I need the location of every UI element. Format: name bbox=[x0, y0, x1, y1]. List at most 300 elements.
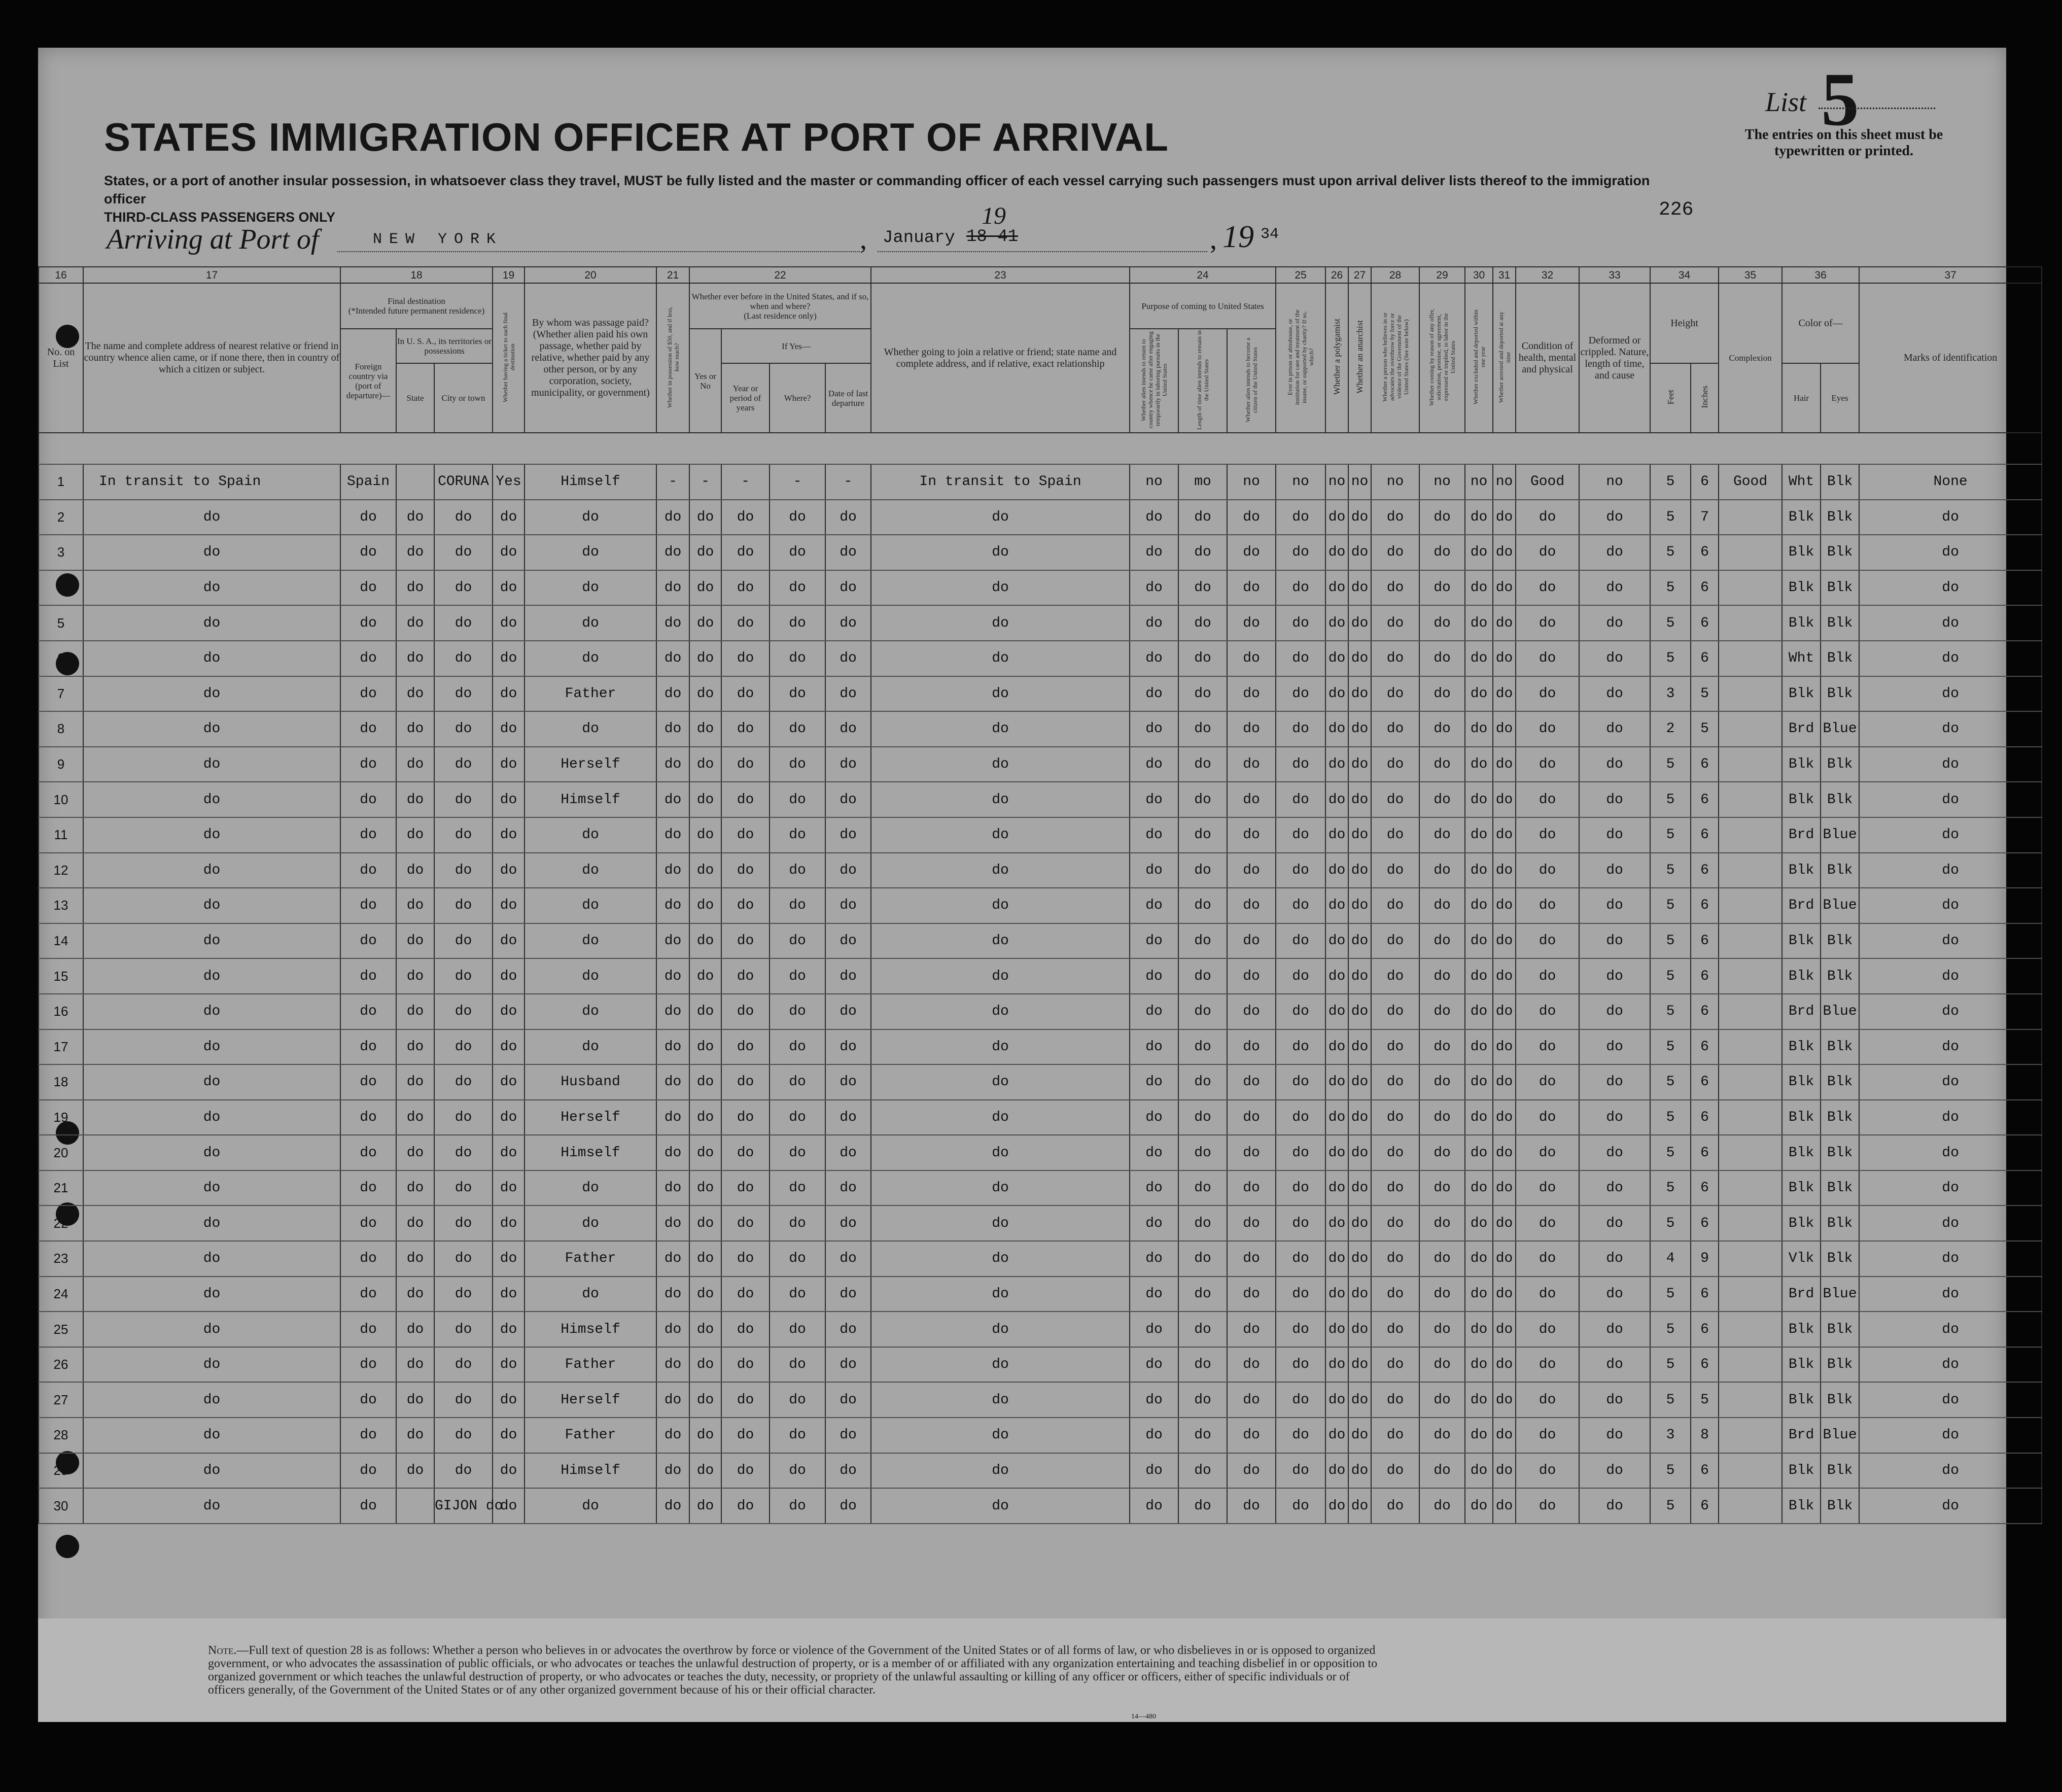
overthrow-cell: do bbox=[1371, 1100, 1419, 1135]
join-relative-cell: do bbox=[871, 853, 1130, 888]
overthrow-cell: do bbox=[1371, 994, 1419, 1029]
arrested-cell: do bbox=[1493, 1241, 1516, 1277]
health-cell: do bbox=[1516, 1312, 1579, 1347]
relative-cell: do bbox=[83, 641, 340, 676]
yes-no-cell: - bbox=[689, 464, 721, 500]
eye-color-cell: Blk bbox=[1821, 1135, 1859, 1170]
where-cell: do bbox=[770, 1347, 825, 1383]
departure-date-cell: do bbox=[825, 1312, 871, 1347]
prison-cell: do bbox=[1276, 817, 1325, 853]
polygamist-cell: do bbox=[1325, 923, 1348, 959]
overthrow-label: Whether a person who believes in or advocates the overthrow by force or violence of the Government of the United States (See note below) bbox=[1381, 313, 1410, 402]
purpose-length-cell: do bbox=[1178, 1135, 1227, 1170]
purpose-length-cell: do bbox=[1178, 641, 1227, 676]
excluded-cell: do bbox=[1465, 817, 1493, 853]
purpose-citizen-cell: do bbox=[1227, 1277, 1276, 1312]
header-final-destination bbox=[340, 283, 493, 329]
polygamist-cell: do bbox=[1325, 958, 1348, 994]
purpose-length-cell: do bbox=[1178, 1205, 1227, 1241]
footnote-text: —Full text of question 28 is as follows: Whether a person who believes in or advocates the overthrow by force or violence of the Government of the United States or of all forms of law, or who disbelieves in or is opposed to organized government, or who advocates the assassination of public officials, or who advocates or teaches the unlawful destruction of property, or is a member of or affiliated with any organization entertaining and teaching disbelief in or opposition to organized government or which teaches the unlawful destruction of property, or who advocates or teaches the duty, necessity, or propriety of the unlawful assaulting or killing of any officer or officers, either of specific individuals or of officers generally, of the Government of the United States or of any other organized government because of his or their official character. bbox=[208, 1644, 1378, 1697]
complexion-cell bbox=[1719, 1170, 1782, 1206]
ticket-cell: do bbox=[493, 1100, 525, 1135]
arrested-cell: do bbox=[1493, 994, 1516, 1029]
health-cell: do bbox=[1516, 1241, 1579, 1277]
arrested-cell: do bbox=[1493, 1312, 1516, 1347]
year-prefix: 19 bbox=[1222, 220, 1254, 254]
departure-date-cell: do bbox=[825, 1347, 871, 1383]
row-number: 24 bbox=[39, 1277, 83, 1312]
health-cell: do bbox=[1516, 1347, 1579, 1383]
relative-cell: do bbox=[83, 605, 340, 641]
anarchist-cell: do bbox=[1348, 1347, 1371, 1383]
foreign-country-cell: do bbox=[340, 1205, 396, 1241]
prison-cell: do bbox=[1276, 1382, 1325, 1418]
hair-color-cell: Blk bbox=[1782, 1488, 1821, 1524]
prison-cell: do bbox=[1276, 1347, 1325, 1383]
health-cell: do bbox=[1516, 923, 1579, 959]
height-feet-cell: 5 bbox=[1650, 923, 1691, 959]
anarchist-cell: do bbox=[1348, 782, 1371, 817]
join-relative-cell: do bbox=[871, 570, 1130, 606]
purpose-citizen-cell: do bbox=[1227, 923, 1276, 959]
purpose-citizen-cell: no bbox=[1227, 464, 1276, 500]
health-cell: do bbox=[1516, 888, 1579, 923]
prison-cell: do bbox=[1276, 1488, 1325, 1524]
join-relative-cell: do bbox=[871, 535, 1130, 570]
relative-cell: do bbox=[83, 817, 340, 853]
money-cell: do bbox=[656, 1100, 689, 1135]
purpose-citizen-cell: do bbox=[1227, 1170, 1276, 1206]
departure-date-cell: do bbox=[825, 641, 871, 676]
height-inches-cell: 6 bbox=[1691, 1135, 1719, 1170]
marks-cell: do bbox=[1859, 1029, 2042, 1065]
complexion-cell bbox=[1719, 1418, 1782, 1453]
marks-cell: do bbox=[1859, 853, 2042, 888]
yes-no-cell: do bbox=[689, 817, 721, 853]
complexion-cell bbox=[1719, 535, 1782, 570]
colnum-31: 31 bbox=[1493, 267, 1516, 283]
where-cell: do bbox=[770, 1277, 825, 1312]
state-cell: do bbox=[396, 1205, 434, 1241]
anarchist-cell: do bbox=[1348, 853, 1371, 888]
height-inches-cell: 9 bbox=[1691, 1241, 1719, 1277]
anarchist-cell: do bbox=[1348, 994, 1371, 1029]
height-feet-cell: 5 bbox=[1650, 1100, 1691, 1135]
arrested-cell: do bbox=[1493, 1488, 1516, 1524]
complexion-cell bbox=[1719, 1135, 1782, 1170]
deformed-cell: do bbox=[1579, 535, 1650, 570]
passage-paid-cell: do bbox=[525, 1205, 656, 1241]
health-cell: do bbox=[1516, 500, 1579, 535]
state-cell: do bbox=[396, 1100, 434, 1135]
page-title: STATES IMMIGRATION OFFICER AT PORT OF ARRIVAL bbox=[104, 115, 1169, 159]
health-cell: do bbox=[1516, 1418, 1579, 1453]
purpose-citizen-cell: do bbox=[1227, 958, 1276, 994]
join-relative-cell: In transit to Spain bbox=[871, 464, 1130, 500]
where-cell: do bbox=[770, 641, 825, 676]
purpose-return-cell: do bbox=[1130, 1453, 1178, 1489]
hair-color-cell: Blk bbox=[1782, 1347, 1821, 1383]
table-row bbox=[39, 1418, 2042, 1453]
join-relative-cell: do bbox=[871, 711, 1130, 747]
complexion-cell bbox=[1719, 747, 1782, 782]
passage-paid-cell: Herself bbox=[525, 1100, 656, 1135]
height-inches-cell: 6 bbox=[1691, 994, 1719, 1029]
join-relative-cell: do bbox=[871, 500, 1130, 535]
polygamist-cell: do bbox=[1325, 1312, 1348, 1347]
overthrow-cell: do bbox=[1371, 923, 1419, 959]
deformed-cell: do bbox=[1579, 1170, 1650, 1206]
overthrow-cell: do bbox=[1371, 1382, 1419, 1418]
height-inches-cell: 5 bbox=[1691, 711, 1719, 747]
foreign-country-cell: do bbox=[340, 1241, 396, 1277]
hair-color-cell: Blk bbox=[1782, 1135, 1821, 1170]
join-relative-cell: do bbox=[871, 923, 1130, 959]
arrested-label: Whether arrested and deported at any time bbox=[1497, 312, 1512, 403]
prison-cell: do bbox=[1276, 782, 1325, 817]
height-feet-cell: 5 bbox=[1650, 1382, 1691, 1418]
list-label: List bbox=[1765, 87, 1807, 117]
header-foreign-country: Foreign country via (port of departure)— bbox=[340, 329, 396, 433]
hair-color-cell: Blk bbox=[1782, 923, 1821, 959]
polygamist-cell: do bbox=[1325, 1453, 1348, 1489]
departure-date-cell: do bbox=[825, 605, 871, 641]
polygamist-cell: do bbox=[1325, 1170, 1348, 1206]
marks-cell: do bbox=[1859, 1170, 2042, 1206]
polygamist-cell: do bbox=[1325, 1205, 1348, 1241]
relative-cell: do bbox=[83, 1135, 340, 1170]
deformed-cell: do bbox=[1579, 923, 1650, 959]
eye-color-cell: Blk bbox=[1821, 747, 1859, 782]
row-number: 27 bbox=[39, 1382, 83, 1418]
yes-no-cell: do bbox=[689, 958, 721, 994]
ticket-cell: do bbox=[493, 1029, 525, 1065]
height-feet-cell: 5 bbox=[1650, 500, 1691, 535]
height-feet-cell: 5 bbox=[1650, 1064, 1691, 1100]
header-where: Where? bbox=[770, 363, 825, 433]
ticket-cell: do bbox=[493, 1205, 525, 1241]
where-cell: do bbox=[770, 500, 825, 535]
height-feet-cell: 5 bbox=[1650, 747, 1691, 782]
deformed-cell: no bbox=[1579, 464, 1650, 500]
passage-paid-cell: Himself bbox=[525, 1453, 656, 1489]
money-cell: do bbox=[656, 1312, 689, 1347]
height-feet-cell: 5 bbox=[1650, 1029, 1691, 1065]
relative-cell: do bbox=[83, 1347, 340, 1383]
where-cell: do bbox=[770, 958, 825, 994]
purpose-length-cell: do bbox=[1178, 817, 1227, 853]
purpose-length-cell: do bbox=[1178, 1347, 1227, 1383]
height-feet-cell: 3 bbox=[1650, 1418, 1691, 1453]
purpose-return-cell: do bbox=[1130, 676, 1178, 712]
money-cell: do bbox=[656, 1170, 689, 1206]
join-relative-cell: do bbox=[871, 605, 1130, 641]
prison-cell: do bbox=[1276, 535, 1325, 570]
city-cell: do bbox=[434, 1064, 493, 1100]
relative-cell: do bbox=[83, 1064, 340, 1100]
colnum-23: 23 bbox=[871, 267, 1130, 283]
money-cell: do bbox=[656, 923, 689, 959]
where-cell: do bbox=[770, 1418, 825, 1453]
height-feet-cell: 4 bbox=[1650, 1241, 1691, 1277]
colnum-27: 27 bbox=[1348, 267, 1371, 283]
money-cell: do bbox=[656, 711, 689, 747]
health-cell: do bbox=[1516, 782, 1579, 817]
ticket-cell: do bbox=[493, 1347, 525, 1383]
money-cell: do bbox=[656, 676, 689, 712]
excluded-label: Whether excluded and deported within one year bbox=[1472, 309, 1486, 405]
anarchist-cell: do bbox=[1348, 641, 1371, 676]
relative-cell: do bbox=[83, 1382, 340, 1418]
deformed-cell: do bbox=[1579, 1453, 1650, 1489]
excluded-cell: do bbox=[1465, 641, 1493, 676]
table-row bbox=[39, 1100, 2042, 1135]
overthrow-cell: do bbox=[1371, 500, 1419, 535]
where-cell: do bbox=[770, 1135, 825, 1170]
arrested-cell: do bbox=[1493, 782, 1516, 817]
years-cell: do bbox=[721, 535, 770, 570]
purpose-citizen-cell: do bbox=[1227, 605, 1276, 641]
passage-paid-cell: do bbox=[525, 641, 656, 676]
height-inches-cell: 6 bbox=[1691, 923, 1719, 959]
state-cell: do bbox=[396, 782, 434, 817]
health-cell: Good bbox=[1516, 464, 1579, 500]
deformed-cell: do bbox=[1579, 1241, 1650, 1277]
city-cell: do bbox=[434, 1277, 493, 1312]
marks-cell: do bbox=[1859, 994, 2042, 1029]
row-number: 5 bbox=[39, 605, 83, 641]
header-ticket bbox=[493, 283, 525, 433]
state-cell: do bbox=[396, 1029, 434, 1065]
passage-paid-cell: do bbox=[525, 711, 656, 747]
eye-color-cell: Blk bbox=[1821, 1382, 1859, 1418]
state-cell: do bbox=[396, 1347, 434, 1383]
years-cell: do bbox=[721, 1347, 770, 1383]
polygamist-cell: do bbox=[1325, 994, 1348, 1029]
years-cell: do bbox=[721, 958, 770, 994]
labor-offer-label: Whether coming by reason of any offer, solicitation, promise, or agreement, expressed or implied, to labor in the United States bbox=[1428, 308, 1457, 406]
labor-offer-cell: do bbox=[1419, 676, 1465, 712]
health-cell: do bbox=[1516, 853, 1579, 888]
purpose-return-cell: do bbox=[1130, 1029, 1178, 1065]
prison-cell: do bbox=[1276, 888, 1325, 923]
arrested-cell: do bbox=[1493, 1418, 1516, 1453]
yes-no-cell: do bbox=[689, 641, 721, 676]
table-row bbox=[39, 853, 2042, 888]
years-cell: do bbox=[721, 853, 770, 888]
labor-offer-cell: do bbox=[1419, 994, 1465, 1029]
table-row bbox=[39, 923, 2042, 959]
eye-color-cell: Blk bbox=[1821, 676, 1859, 712]
purpose-citizen-cell: do bbox=[1227, 1418, 1276, 1453]
marks-cell: do bbox=[1859, 817, 2042, 853]
health-cell: do bbox=[1516, 711, 1579, 747]
years-cell: do bbox=[721, 1170, 770, 1206]
excluded-cell: do bbox=[1465, 1170, 1493, 1206]
city-cell: do bbox=[434, 782, 493, 817]
polygamist-cell: do bbox=[1325, 570, 1348, 606]
purpose-return-cell: do bbox=[1130, 782, 1178, 817]
years-cell: do bbox=[721, 1488, 770, 1524]
row-number: 7 bbox=[39, 676, 83, 712]
purpose-length-cell: mo bbox=[1178, 464, 1227, 500]
overthrow-cell: do bbox=[1371, 1418, 1419, 1453]
where-cell: do bbox=[770, 1312, 825, 1347]
height-feet-cell: 5 bbox=[1650, 994, 1691, 1029]
years-cell: do bbox=[721, 1100, 770, 1135]
hair-color-cell: Brd bbox=[1782, 1277, 1821, 1312]
money-cell: do bbox=[656, 747, 689, 782]
passage-paid-cell: Father bbox=[525, 676, 656, 712]
height-feet-cell: 5 bbox=[1650, 888, 1691, 923]
ticket-cell: do bbox=[493, 958, 525, 994]
anarchist-cell: do bbox=[1348, 1135, 1371, 1170]
excluded-cell: do bbox=[1465, 1418, 1493, 1453]
ever-before-note: (Last residence only) bbox=[744, 311, 817, 321]
city-cell: do bbox=[434, 817, 493, 853]
yes-no-cell: do bbox=[689, 747, 721, 782]
foreign-country-cell: do bbox=[340, 641, 396, 676]
labor-offer-cell: do bbox=[1419, 958, 1465, 994]
purpose-length-cell: do bbox=[1178, 500, 1227, 535]
years-cell: do bbox=[721, 1453, 770, 1489]
marks-cell: do bbox=[1859, 570, 2042, 606]
ticket-cell: Yes bbox=[493, 464, 525, 500]
marks-cell: do bbox=[1859, 676, 2042, 712]
health-cell: do bbox=[1516, 1205, 1579, 1241]
deformed-cell: do bbox=[1579, 605, 1650, 641]
hair-color-cell: Blk bbox=[1782, 1029, 1821, 1065]
complexion-cell bbox=[1719, 888, 1782, 923]
labor-offer-cell: do bbox=[1419, 1453, 1465, 1489]
deformed-cell: do bbox=[1579, 1488, 1650, 1524]
departure-date-cell: do bbox=[825, 1382, 871, 1418]
years-cell: do bbox=[721, 782, 770, 817]
city-cell: do bbox=[434, 1205, 493, 1241]
purpose-return-cell: do bbox=[1130, 500, 1178, 535]
height-inches-cell: 6 bbox=[1691, 570, 1719, 606]
header-deformed: Deformed or crippled. Nature, length of time, and cause bbox=[1579, 283, 1650, 433]
passage-paid-cell: do bbox=[525, 500, 656, 535]
colnum-30: 30 bbox=[1465, 267, 1493, 283]
anarchist-cell: do bbox=[1348, 500, 1371, 535]
foreign-country-cell: do bbox=[340, 817, 396, 853]
labor-offer-cell: do bbox=[1419, 782, 1465, 817]
join-relative-cell: do bbox=[871, 641, 1130, 676]
height-feet-cell: 5 bbox=[1650, 853, 1691, 888]
colnum-26: 26 bbox=[1325, 267, 1348, 283]
height-feet-cell: 5 bbox=[1650, 570, 1691, 606]
overthrow-cell: do bbox=[1371, 1205, 1419, 1241]
passage-paid-cell: Himself bbox=[525, 1135, 656, 1170]
purpose-citizen-cell: do bbox=[1227, 782, 1276, 817]
where-cell: do bbox=[770, 711, 825, 747]
health-cell: do bbox=[1516, 535, 1579, 570]
relative-cell: do bbox=[83, 1418, 340, 1453]
marks-cell: do bbox=[1859, 1064, 2042, 1100]
table-row bbox=[39, 535, 2042, 570]
eye-color-cell: Blk bbox=[1821, 1170, 1859, 1206]
height-inches-cell: 6 bbox=[1691, 605, 1719, 641]
purpose-citizen-cell: do bbox=[1227, 676, 1276, 712]
polygamist-cell: do bbox=[1325, 1277, 1348, 1312]
deformed-cell: do bbox=[1579, 711, 1650, 747]
city-cell: do bbox=[434, 888, 493, 923]
city-cell: do bbox=[434, 1170, 493, 1206]
height-feet-cell: 5 bbox=[1650, 1205, 1691, 1241]
row-number: 22 bbox=[39, 1205, 83, 1241]
anarchist-cell: do bbox=[1348, 958, 1371, 994]
money-cell: do bbox=[656, 782, 689, 817]
money-cell: - bbox=[656, 464, 689, 500]
where-cell: do bbox=[770, 1029, 825, 1065]
excluded-cell: do bbox=[1465, 676, 1493, 712]
excluded-cell: do bbox=[1465, 1488, 1493, 1524]
marks-cell: do bbox=[1859, 605, 2042, 641]
row-number: 17 bbox=[39, 1029, 83, 1065]
table-row bbox=[39, 994, 2042, 1029]
anarchist-cell: do bbox=[1348, 1064, 1371, 1100]
join-relative-cell: do bbox=[871, 1241, 1130, 1277]
hair-color-cell: Wht bbox=[1782, 464, 1821, 500]
eye-color-cell: Blk bbox=[1821, 1100, 1859, 1135]
state-cell: do bbox=[396, 958, 434, 994]
arrested-cell: do bbox=[1493, 605, 1516, 641]
height-inches-cell: 5 bbox=[1691, 676, 1719, 712]
foreign-country-cell: do bbox=[340, 1453, 396, 1489]
foreign-country-cell: do bbox=[340, 570, 396, 606]
purpose-return-cell: do bbox=[1130, 535, 1178, 570]
where-cell: do bbox=[770, 782, 825, 817]
header-polygamist bbox=[1325, 283, 1348, 433]
polygamist-cell: do bbox=[1325, 817, 1348, 853]
polygamist-cell: do bbox=[1325, 641, 1348, 676]
height-inches-cell: 6 bbox=[1691, 1064, 1719, 1100]
table-row bbox=[39, 676, 2042, 712]
header-passage-paid bbox=[525, 283, 656, 433]
arrested-cell: do bbox=[1493, 1170, 1516, 1206]
height-inches-cell: 6 bbox=[1691, 747, 1719, 782]
departure-date-cell: do bbox=[825, 1418, 871, 1453]
complexion-cell bbox=[1719, 1064, 1782, 1100]
hair-color-cell: Blk bbox=[1782, 1205, 1821, 1241]
money-cell: do bbox=[656, 1064, 689, 1100]
anarchist-cell: do bbox=[1348, 1277, 1371, 1312]
yes-no-cell: do bbox=[689, 1241, 721, 1277]
prison-cell: do bbox=[1276, 1277, 1325, 1312]
passage-paid-cell: do bbox=[525, 888, 656, 923]
eye-color-cell: Blk bbox=[1821, 641, 1859, 676]
height-feet-cell: 5 bbox=[1650, 1347, 1691, 1383]
purpose-citizen-cell: do bbox=[1227, 500, 1276, 535]
foreign-country-cell: do bbox=[340, 958, 396, 994]
polygamist-cell: do bbox=[1325, 535, 1348, 570]
relative-cell: do bbox=[83, 888, 340, 923]
where-cell: do bbox=[770, 535, 825, 570]
table-row bbox=[39, 747, 2042, 782]
deformed-cell: do bbox=[1579, 570, 1650, 606]
table-row bbox=[39, 1488, 2042, 1524]
form-code: 14—480 bbox=[1131, 1713, 1156, 1720]
polygamist-cell: do bbox=[1325, 1064, 1348, 1100]
relative-cell: do bbox=[83, 1205, 340, 1241]
city-cell: do bbox=[434, 570, 493, 606]
ticket-cell: do bbox=[493, 888, 525, 923]
state-cell bbox=[396, 1488, 434, 1524]
yes-no-cell: do bbox=[689, 782, 721, 817]
passage-paid-cell: Herself bbox=[525, 1382, 656, 1418]
foreign-country-cell: do bbox=[340, 1064, 396, 1100]
